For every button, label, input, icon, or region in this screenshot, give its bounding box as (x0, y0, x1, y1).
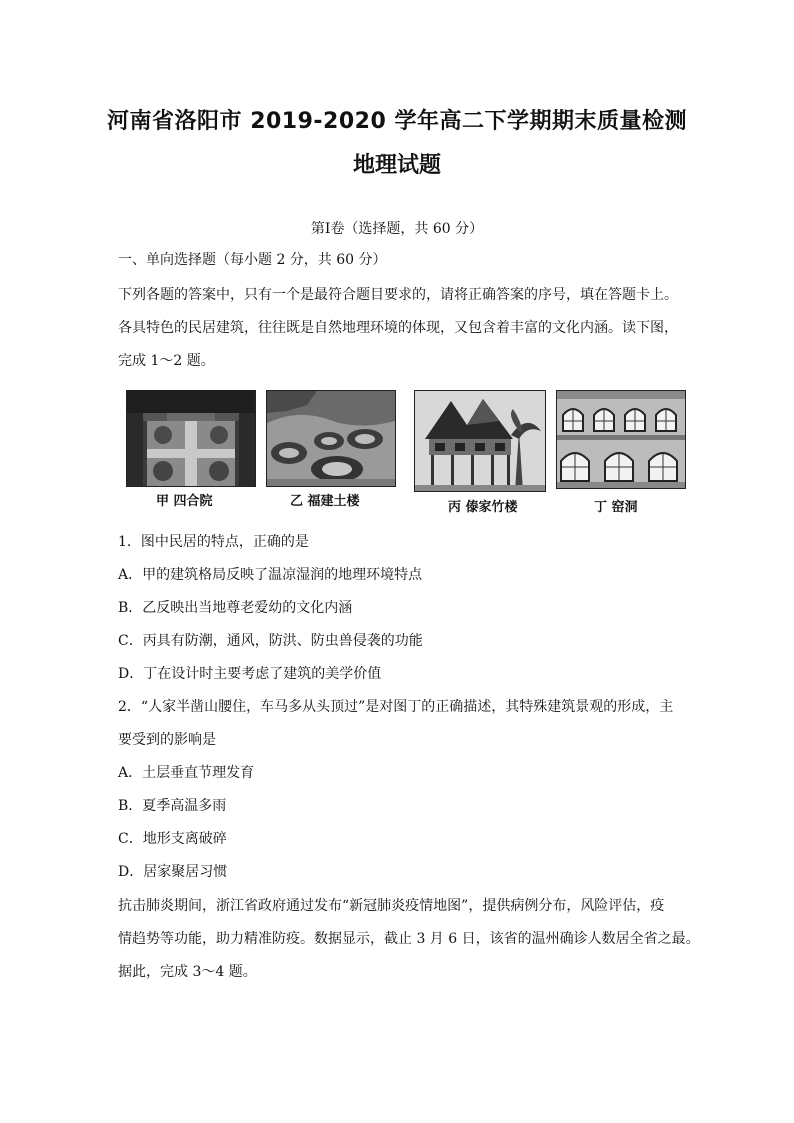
tulou-photo (266, 390, 396, 487)
caption-bamboo-house: 丙 傣家竹楼 (448, 500, 518, 515)
bamboo-house-photo (414, 390, 546, 492)
section-heading: 第Ⅰ卷（选择题，共 60 分） (310, 221, 484, 237)
q1-option-d: D．丁在设计时主要考虑了建筑的美学价值 (118, 666, 382, 682)
intro-line-2: 完成 1～2 题。 (118, 353, 215, 369)
question-2-stem-line-2: 要受到的影响是 (118, 732, 216, 748)
q2-option-a: A．土层垂直节理发育 (118, 765, 255, 781)
intro-line-1: 各具特色的民居建筑，往往既是自然地理环境的体现，又包含着丰富的文化内涵。读下图， (118, 320, 678, 336)
dwellings-figure (124, 388, 694, 518)
caption-tulou: 乙 福建土楼 (290, 494, 360, 509)
cave-dwelling-photo (556, 390, 686, 489)
q2-option-c: C．地形支离破碎 (118, 831, 227, 847)
intro2-line-3: 据此，完成 3～4 题。 (118, 964, 257, 980)
intro2-line-2: 情趋势等功能，助力精准防疫。数据显示，截止 3 月 6 日，该省的温州确诊人数居全省之最。 (118, 931, 700, 947)
q2-option-b: B．夏季高温多雨 (118, 798, 227, 814)
part-title: 一、单向选择题（每小题 2 分，共 60 分） (118, 252, 387, 268)
q1-option-a: A．甲的建筑格局反映了温凉湿润的地理环境特点 (118, 567, 423, 583)
q1-option-c: C．丙具有防潮，通风，防洪、防虫兽侵袭的功能 (118, 633, 423, 649)
exam-subtitle: 地理试题 (352, 153, 441, 178)
siheyuan-photo (126, 390, 256, 487)
caption-siheyuan: 甲 四合院 (156, 494, 213, 509)
exam-title: 河南省洛阳市 2019-2020 学年高二下学期期末质量检测 (107, 109, 687, 134)
caption-cave-dwelling: 丁 窑洞 (594, 500, 638, 515)
q2-option-d: D．居家聚居习惯 (118, 864, 228, 880)
question-2-stem-line-1: 2．“人家半凿山腰住，车马多从头顶过”是对图丁的正确描述，其特殊建筑景观的形成，主 (118, 699, 674, 715)
question-1-stem: 1．图中民居的特点，正确的是 (118, 534, 309, 550)
q1-option-b: B．乙反映出当地尊老爱幼的文化内涵 (118, 600, 353, 616)
intro2-line-1: 抗击肺炎期间，浙江省政府通过发布“新冠肺炎疫情地图”，提供病例分布，风险评估，疫 (118, 898, 665, 914)
instruction-text: 下列各题的答案中，只有一个是最符合题目要求的，请将正确答案的序号，填在答题卡上。 (118, 287, 678, 303)
